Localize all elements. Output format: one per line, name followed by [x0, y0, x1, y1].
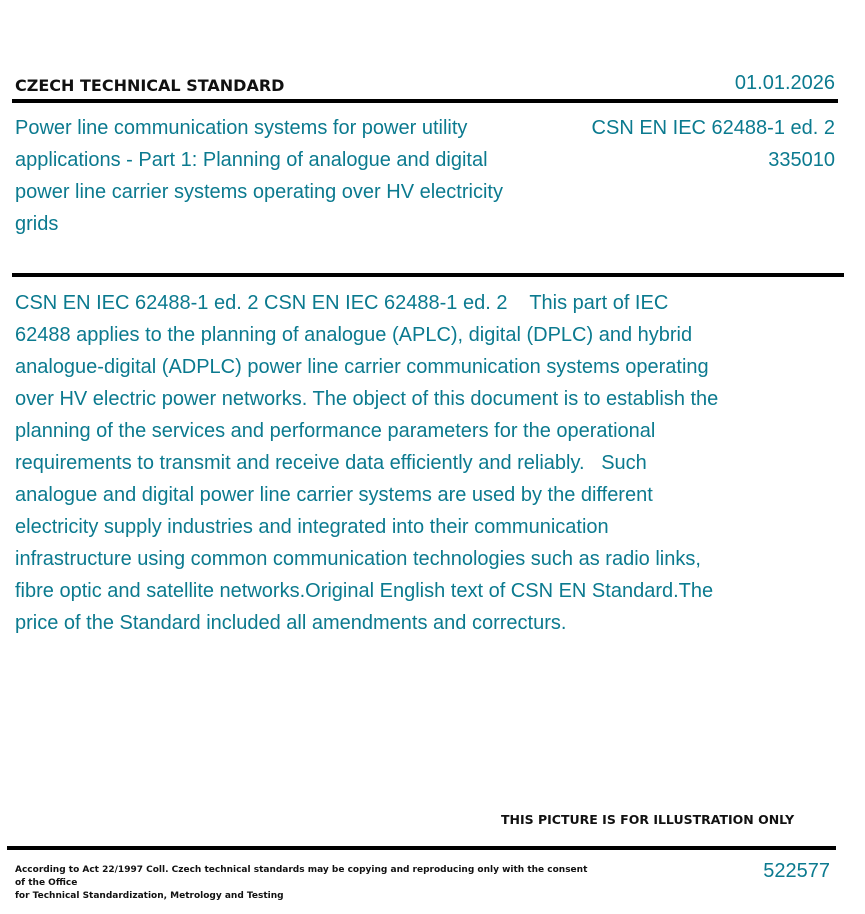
legal-notice-line: for Technical Standardization, Metrology and Testing [15, 891, 284, 901]
standard-code: CSN EN IEC 62488-1 ed. 2 [591, 117, 835, 139]
standard-title: Power line communication systems for power utility applications - Part 1: Planning of analogue and digital power line carrier systems operating over HV electricity grids [15, 117, 503, 235]
document-type-label: CZECH TECHNICAL STANDARD [15, 76, 285, 95]
illustration-disclaimer: THIS PICTURE IS FOR ILLUSTRATION ONLY [501, 812, 795, 827]
standard-description: CSN EN IEC 62488-1 ed. 2 CSN EN IEC 62488-1 ed. 2 This part of IEC 62488 applies to the planning of analogue (APLC), digital (DPLC) and hybrid analogue-digital (ADPLC) power line carrier communication systems operating over HV electric power networks. The object of this document is to establish the planning of the services and performance parameters for the operational requirements to transmit and receive data efficiently and reliably. Such analogue and digital power line carrier systems are used by the different electricity supply industries and integrated into their communication infrastructure using common communication technologies such as radio links, fibre optic and satellite networks.Original English text of CSN EN Standard.The price of the Standard included all amendments and correcturs. [15, 292, 724, 634]
footer-divider [7, 846, 836, 850]
classification-number: 335010 [768, 149, 835, 171]
standard-identifier-block [592, 112, 835, 176]
legal-notice-line: According to Act 22/1997 Coll. Czech technical standards may be copying and reproducing only with the consent of the Office [15, 865, 588, 888]
catalog-number: 522577 [763, 860, 830, 882]
publication-date: 01.01.2026 [734, 72, 835, 94]
legal-notice [15, 864, 595, 903]
header-divider [12, 99, 838, 103]
title-divider [12, 273, 844, 277]
